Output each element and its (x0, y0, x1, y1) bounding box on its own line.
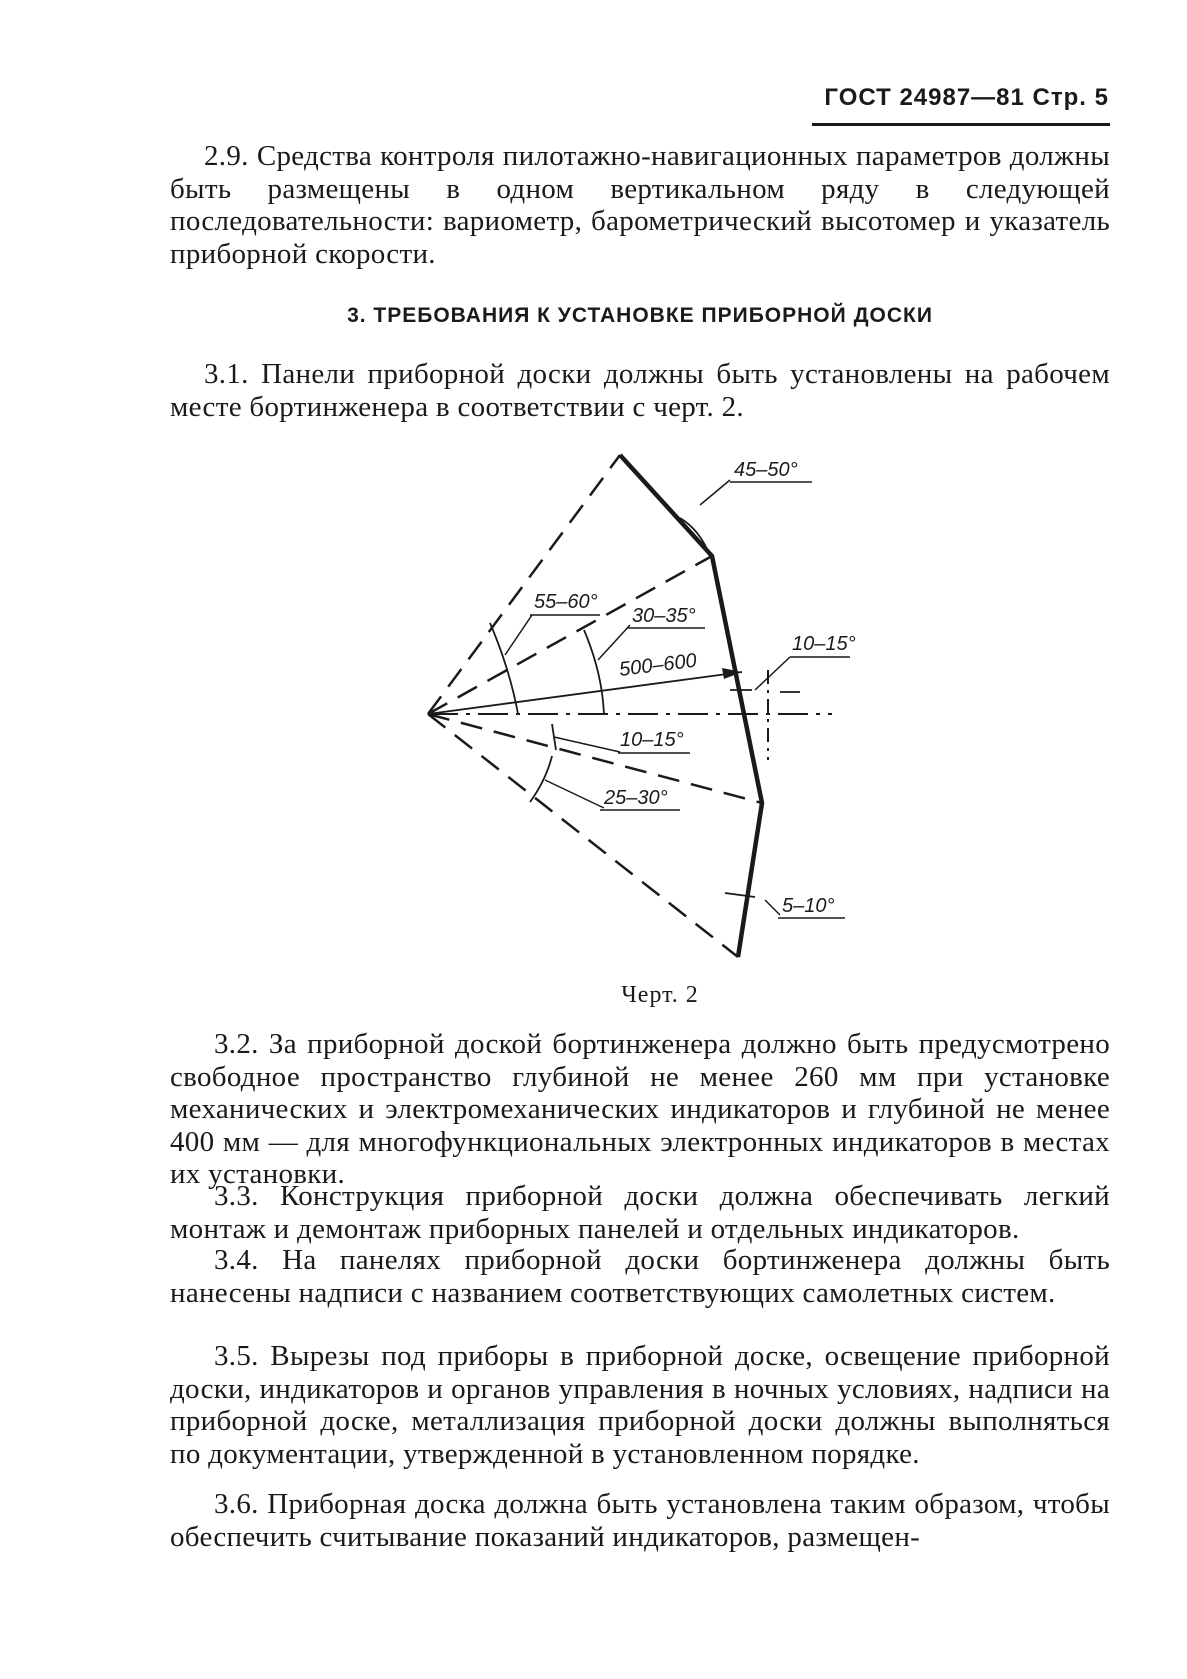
standard-number: ГОСТ 24987—81 (824, 84, 1025, 111)
paragraph-3-6: 3.6. Приборная доска должна быть установлена таким образом, чтобы обеспечить считывание показаний индикаторов, размещен- (170, 1488, 1110, 1553)
leader-upper-wide (505, 615, 532, 655)
arc-upper (584, 630, 604, 714)
label-upper-angle: 30–35° (632, 605, 696, 627)
label-bottom-panel-angle: 5–10° (782, 895, 835, 917)
page-number: 5 (1094, 84, 1109, 111)
distance-line (428, 672, 742, 714)
label-lower-angle: 10–15° (620, 729, 684, 751)
paragraph-3-5: 3.5. Вырезы под приборы в приборной доске, освещение приборной доски, индикаторов и органов управления в ночных условиях, надписи на приборной доске, металлизация приборной доски должны выполняться по документации, утвержденной в установленном порядке. (170, 1340, 1110, 1470)
label-lower-wide-angle: 25–30° (604, 787, 668, 809)
leader-mid-panel (755, 657, 790, 690)
paragraph-3-3: 3.3. Конструкция приборной доски должна обеспечивать легкий монтаж и демонтаж приборных панелей и отдельных индикаторов. (170, 1180, 1110, 1245)
leader-top (700, 480, 730, 505)
label-distance: 500–600 (617, 649, 698, 681)
view-line-upper-inner (428, 556, 712, 714)
bottom-panel-arrow (725, 893, 755, 897)
label-mid-panel-angle: 10–15° (792, 633, 856, 655)
distance-arrowhead (722, 668, 742, 679)
section-title: 3. ТРЕБОВАНИЯ К УСТАНОВКЕ ПРИБОРНОЙ ДОСКИ (347, 304, 933, 327)
paragraph-3-2: 3.2. За приборной доской бортинженера должно быть предусмотрено свободное пространство глубиной не менее 260 мм при установке механических и электромеханических индикаторов и глубиной не менее 400 мм — для многофункциональных электронных индикаторов в местах их установки. (170, 1028, 1110, 1190)
arc-upper-wide (490, 623, 518, 714)
view-line-lower-inner (428, 714, 762, 803)
leader-bottom-panel (765, 900, 780, 915)
figure-caption: Черт. 2 (621, 982, 699, 1008)
view-line-upper-outer (428, 455, 620, 714)
paragraph-2-9: 2.9. Средства контроля пилотажно-навигационных параметров должны быть размещены в одном вертикальном ряду в следующей последовательности: вариометр, барометрический высотомер и указатель приборной скорости. (170, 140, 1110, 270)
paragraph-3-4: 3.4. На панелях приборной доски бортинженера должны быть нанесены надписи с названием соответствующих самолетных систем. (170, 1244, 1110, 1309)
page-label: Стр. (1032, 84, 1087, 111)
paragraph-3-1: 3.1. Панели приборной доски должны быть установлены на рабочем месте бортинженера в соответствии с черт. 2. (170, 358, 1110, 423)
leader-lower-wide (545, 780, 604, 808)
instrument-panel-profile (617, 455, 762, 957)
view-line-lower-outer (428, 714, 738, 957)
label-top-angle: 45–50° (734, 459, 798, 481)
arc-lower-wide (530, 756, 552, 802)
leader-upper (598, 625, 630, 660)
label-upper-wide-angle: 55–60° (534, 591, 598, 613)
